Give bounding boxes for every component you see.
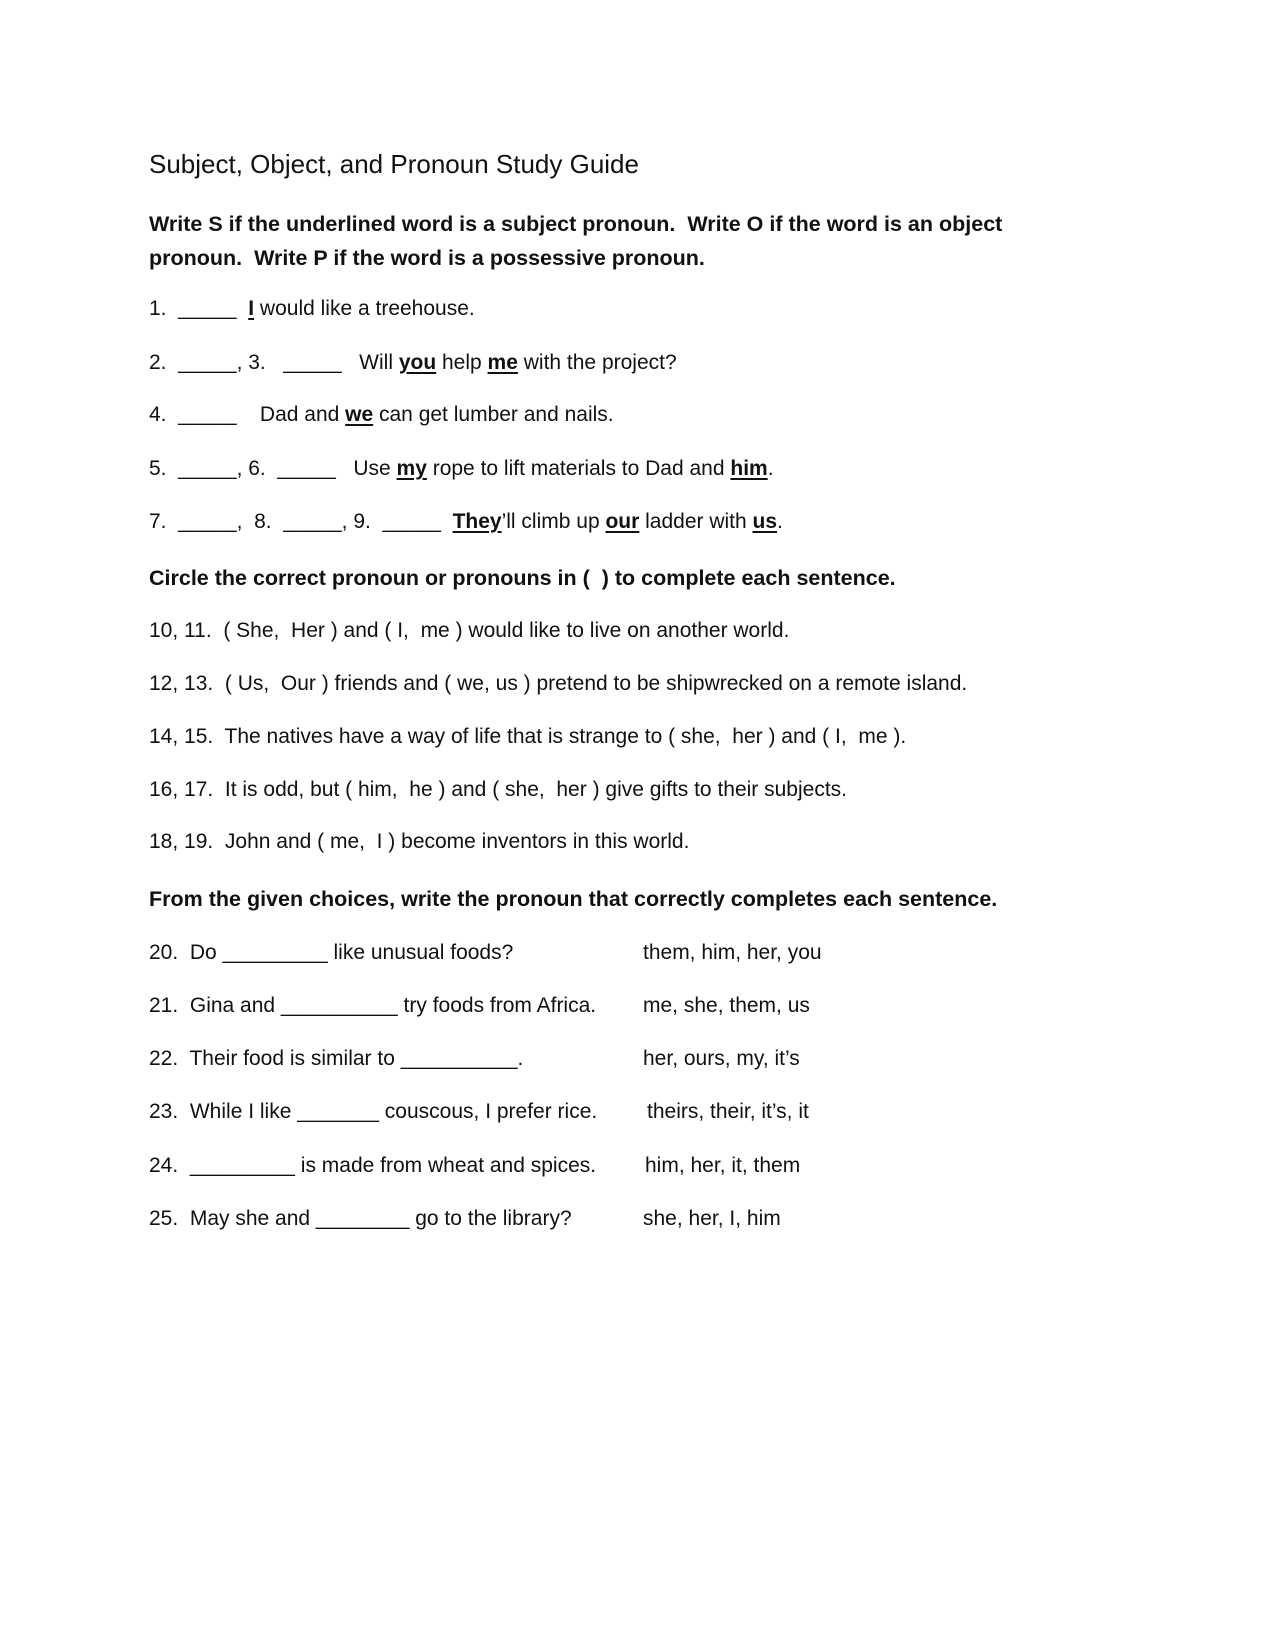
- underlined-pronoun: you: [398, 351, 437, 374]
- question-text: ladder with: [639, 510, 753, 533]
- question-5-6: [149, 455, 774, 483]
- underlined-pronoun: me: [487, 351, 518, 374]
- underlined-pronoun: I: [248, 297, 255, 320]
- question-text: can get lumber and nails.: [373, 403, 614, 426]
- question-text: .: [767, 457, 774, 480]
- answer-choices: them, him, her, you: [643, 941, 822, 964]
- question-text: rope to lift materials to Dad and: [426, 457, 731, 480]
- question-text: 5. _____, 6. _____ Use: [149, 457, 397, 480]
- underlined-pronoun: us: [752, 510, 778, 533]
- question-text: 7. _____, 8. _____, 9. _____: [149, 510, 453, 533]
- answer-choices: theirs, their, it’s, it: [647, 1100, 809, 1123]
- question-2-3: [149, 349, 677, 377]
- question-23: 23. While I like _______ couscous, I prefer rice.: [149, 1100, 598, 1123]
- question-10-11: 10, 11. ( She, Her ) and ( I, me ) would like to live on another world.: [149, 619, 790, 642]
- question-25: 25. May she and ________ go to the library?: [149, 1207, 572, 1230]
- section1-instruction-line1: Write S if the underlined word is a subject pronoun. Write O if the word is an object: [149, 212, 1003, 236]
- question-24: 24. _________ is made from wheat and spices.: [149, 1154, 597, 1177]
- question-text: with the project?: [517, 351, 677, 374]
- answer-choices: she, her, I, him: [643, 1207, 781, 1230]
- underlined-pronoun: we: [345, 403, 374, 426]
- question-text: 4. _____ Dad and: [149, 403, 346, 426]
- question-14-15: 14, 15. The natives have a way of life that is strange to ( she, her ) and ( I, me ).: [149, 725, 907, 748]
- question-4: [149, 401, 614, 429]
- section2-instruction: Circle the correct pronoun or pronouns in ( ) to complete each sentence.: [149, 566, 896, 590]
- section3-instruction: From the given choices, write the pronoun that correctly completes each sentence.: [149, 887, 998, 911]
- question-22: 22. Their food is similar to __________.: [149, 1047, 524, 1070]
- underlined-pronoun: our: [605, 510, 640, 533]
- question-text: help: [436, 351, 488, 374]
- page-title: Subject, Object, and Pronoun Study Guide: [149, 149, 639, 179]
- answer-choices: her, ours, my, it’s: [643, 1047, 800, 1070]
- answer-choices: me, she, them, us: [643, 994, 810, 1017]
- question-text: 2. _____, 3. _____ Will: [149, 351, 399, 374]
- question-16-17: 16, 17. It is odd, but ( him, he ) and ( she, her ) give gifts to their subjects.: [149, 778, 848, 801]
- underlined-pronoun: him: [730, 457, 768, 480]
- question-1: [149, 295, 475, 323]
- answer-choices: him, her, it, them: [645, 1154, 801, 1177]
- question-text: 1. _____: [149, 297, 249, 320]
- question-text: ’ll climb up: [501, 510, 606, 533]
- question-20: 20. Do _________ like unusual foods?: [149, 941, 514, 964]
- section1-instruction-line2: pronoun. Write P if the word is a possessive pronoun.: [149, 246, 705, 270]
- underlined-pronoun: my: [396, 457, 427, 480]
- question-text: would like a treehouse.: [254, 297, 475, 320]
- question-12-13: 12, 13. ( Us, Our ) friends and ( we, us ) pretend to be shipwrecked on a remote island.: [149, 672, 968, 695]
- underlined-pronoun: They: [452, 510, 502, 533]
- question-21: 21. Gina and __________ try foods from Africa.: [149, 994, 597, 1017]
- question-7-9: [149, 508, 783, 536]
- question-text: .: [777, 510, 783, 533]
- question-18-19: 18, 19. John and ( me, I ) become inventors in this world.: [149, 830, 690, 853]
